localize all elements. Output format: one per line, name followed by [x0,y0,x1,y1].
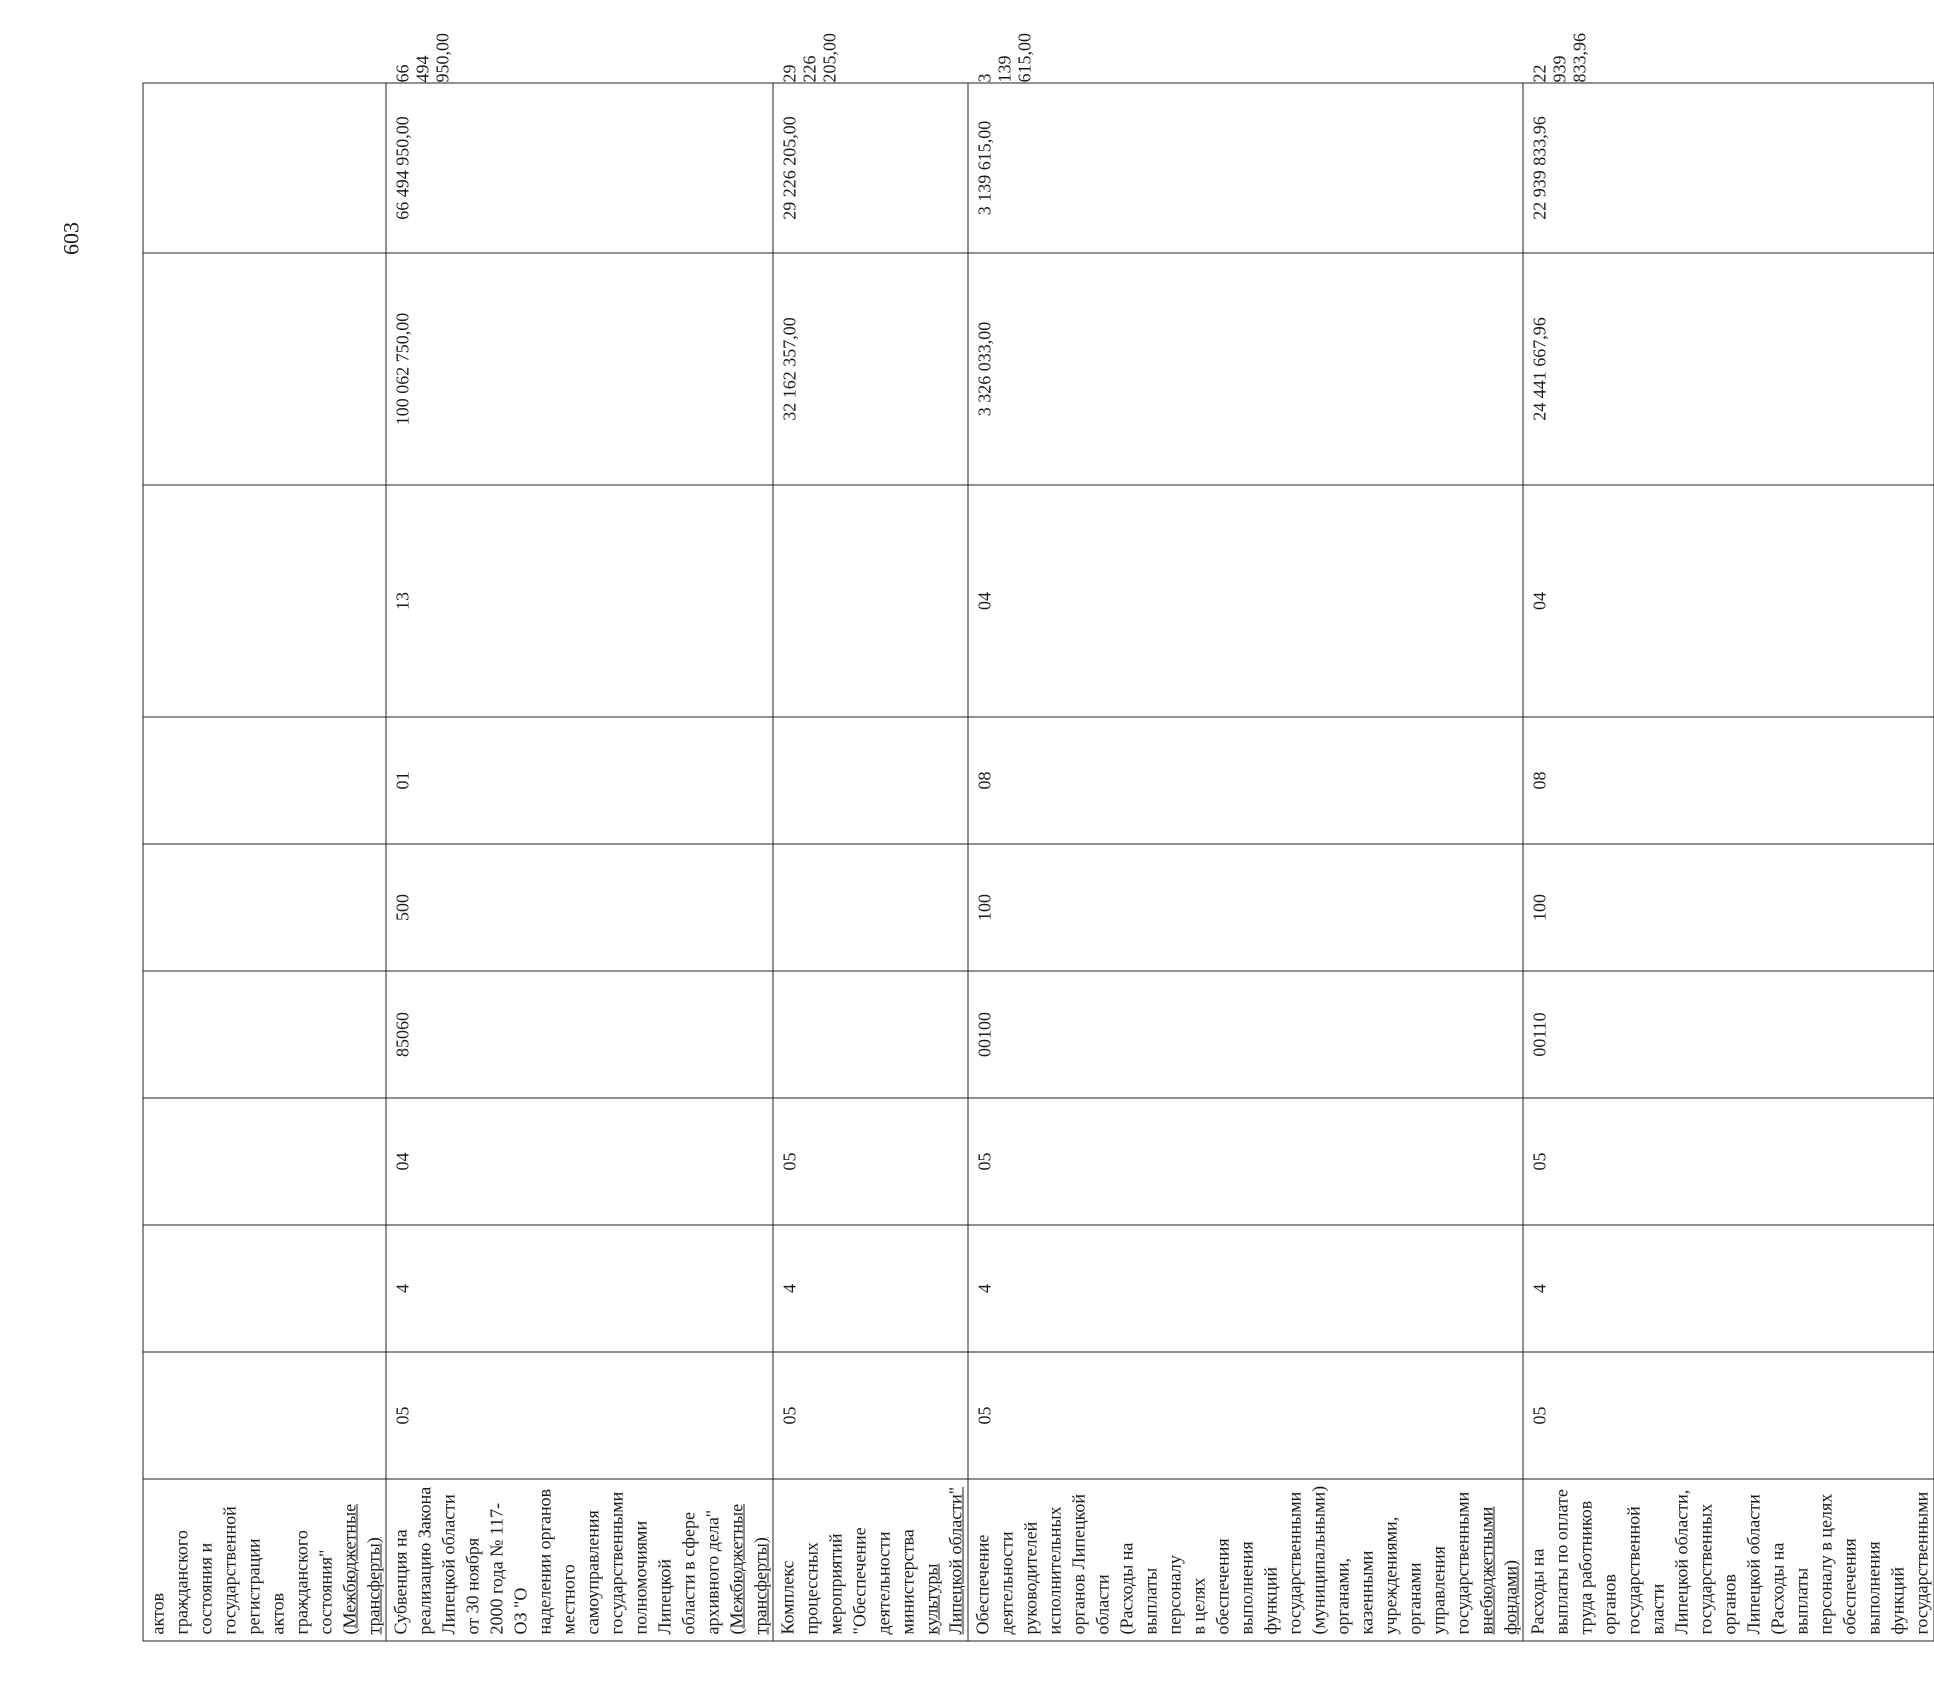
section-cell [143,717,386,844]
expense-name-line: функций государственными [1887,1491,1931,1635]
podrazdel-1-cell [143,1225,386,1352]
expense-name-line: государственной власти [1623,1506,1667,1635]
expense-name-cell [1523,1479,1934,1641]
podrazdel-1-cell: 4 [386,1225,773,1352]
expense-name-line: органами управления [1404,1546,1448,1635]
expense-name-line: труда работников органов [1575,1500,1619,1635]
expense-name-cell [143,1479,386,1641]
expense-name-line: наделении органов местного [534,1488,578,1635]
expense-name-line: Липецкой области (Расходы на [1743,1494,1787,1635]
target-code-cell [773,971,968,1098]
expense-name-line: руководителей исполнительных [1020,1506,1064,1635]
podrazdel-2-cell: 05 [968,1098,1523,1225]
subsection-cell [773,485,968,717]
expense-name-line: области в сфере архивного дела" [678,1509,722,1635]
subsection-cell: 04 [1523,485,1934,717]
expense-type-cell [773,844,968,971]
expense-name-line: мероприятий "Обеспечение [825,1527,869,1635]
subsection-cell: 13 [386,485,773,717]
expense-name-line: выплаты персоналу в целях [1791,1493,1835,1635]
expense-name-line: казенными учреждениями, [1356,1516,1400,1635]
expense-name-cell [773,1479,968,1641]
amount-1-cell [143,253,386,485]
expense-name-line: функций государственными [1260,1491,1304,1635]
table-row: Комплекс процессных мероприятий "Обеспечение деятельности министерства культуры Липецкой области" 05 4 05 32 162 357,00 29 226 205,00 29 226 205,00 [773,83,968,1641]
expense-name-line: органов Липецкой области [1068,1493,1112,1635]
expense-name-line: (Расходы на выплаты персоналу [1116,1542,1184,1635]
amount-1-cell: 24 441 667,96 [1523,253,1934,485]
amount-1-cell: 3 326 033,00 [968,253,1523,485]
expense-type-cell: 100 [968,844,1523,971]
amount-2-cell: 3 139 615,00 [968,83,1523,253]
expense-name-line: Липецкой области от 30 ноября [438,1494,482,1635]
table-row: Субвенция на реализацию Закона Липецкой области от 30 ноября 2000 года № 117-ОЗ "О наделении органов местного самоуправления государственными полномочиями Липецкой области в сфере архивного дела" (Межбюджетные трансферты) 05 4 04 85060 500 01 13 100 062 750,00 66 494 950,00 66 494 950,00 [386,83,773,1641]
razdel-cell [143,1352,386,1479]
section-cell: 08 [1523,717,1934,844]
podrazdel-1-cell: 4 [1523,1225,1934,1352]
razdel-cell: 05 [1523,1352,1934,1479]
table-row: Расходы на выплаты по оплате труда работников органов государственной власти Липецкой области, государственных органов Липецкой области (Расходы на выплаты персоналу в целях обеспечения выполнения функций государственными 05 4 05 00110 100 08 04 24 441 667,96 22 939 833,96 22 939 833,96 [1523,83,1934,1641]
expense-type-cell: 100 [1523,844,1934,971]
razdel-cell: 05 [386,1352,773,1479]
expense-name-line: (Межбюджетные трансферты) [339,1503,383,1635]
expense-name-line: внебюджетными фондами) [1476,1506,1520,1635]
section-cell: 01 [386,717,773,844]
amount-2-cell [143,83,386,253]
expense-name-line: в целях обеспечения выполнения [1188,1538,1256,1635]
expense-name-line: (Межбюджетные трансферты) [726,1503,770,1635]
amount-2-cell: 22 939 833,96 [1523,83,1934,253]
expense-name-line: Комплекс процессных [777,1542,821,1635]
expense-name-line: Расходы на выплаты по оплате [1527,1489,1571,1635]
budget-table [142,33,1934,1642]
expense-name-line: актов гражданского состояния и [147,1530,215,1635]
expense-name-cell [386,1479,773,1641]
expense-type-cell: 500 [386,844,773,971]
expense-name-line: Липецкой области, [1671,1489,1691,1635]
expense-name-line: самоуправления [582,1510,602,1635]
amount-2-cell: 29 226 205,00 [773,83,968,253]
section-cell [773,717,968,844]
page-number: 603 [58,222,83,255]
podrazdel-2-cell [143,1098,386,1225]
razdel-cell: 05 [773,1352,968,1479]
expense-name-line: Субвенция на реализацию Закона [390,1486,434,1635]
target-code-cell: 00100 [968,971,1523,1098]
podrazdel-1-cell: 4 [773,1225,968,1352]
podrazdel-2-cell: 04 [386,1098,773,1225]
amount-2-cell: 66 494 950,00 [386,83,773,253]
expense-name-line: деятельности министерства [873,1529,917,1635]
podrazdel-2-cell: 05 [1523,1098,1934,1225]
podrazdel-1-cell: 4 [968,1225,1523,1352]
amount-1-cell: 100 062 750,00 [386,253,773,485]
subsection-cell [143,485,386,717]
expense-name-line: (муниципальными) органами, [1308,1485,1352,1635]
expense-name-line: культуры Липецкой области" [921,1486,965,1635]
subsection-cell: 04 [968,485,1523,717]
expense-name-cell [968,1479,1523,1641]
expense-name-line: 2000 года № 117-ОЗ "О [486,1502,530,1635]
expense-name-line: государственными [1452,1491,1472,1635]
expense-name-line: обеспечения выполнения [1839,1538,1883,1635]
section-cell: 08 [968,717,1523,844]
target-code-cell: 00110 [1523,971,1934,1098]
expense-name-line: государственных органов [1695,1503,1739,1635]
target-code-cell [143,971,386,1098]
podrazdel-2-cell: 05 [773,1098,968,1225]
expense-name-line: Обеспечение деятельности [972,1531,1016,1635]
expense-type-cell [143,844,386,971]
table-row [143,83,386,1641]
expense-name-line: актов гражданского состояния" [267,1530,335,1635]
expense-name-line: государственными [606,1491,626,1635]
amount-1-cell: 32 162 357,00 [773,253,968,485]
razdel-cell: 05 [968,1352,1523,1479]
target-code-cell: 85060 [386,971,773,1098]
expense-name-line: полномочиями Липецкой [630,1520,674,1635]
table-row: Обеспечение деятельности руководителей исполнительных органов Липецкой области (Расходы на выплаты персоналу в целях обеспечения выполнения функций государственными (муниципальными) органами, казенными учреждениями, органами управления государственными внебюджетными фондами) 05 4 05 00100 100 08 04 3 326 033,00 3 139 615,00 3 139 615,00 [968,83,1523,1641]
expense-name-line: государственной регистрации [219,1506,263,1635]
